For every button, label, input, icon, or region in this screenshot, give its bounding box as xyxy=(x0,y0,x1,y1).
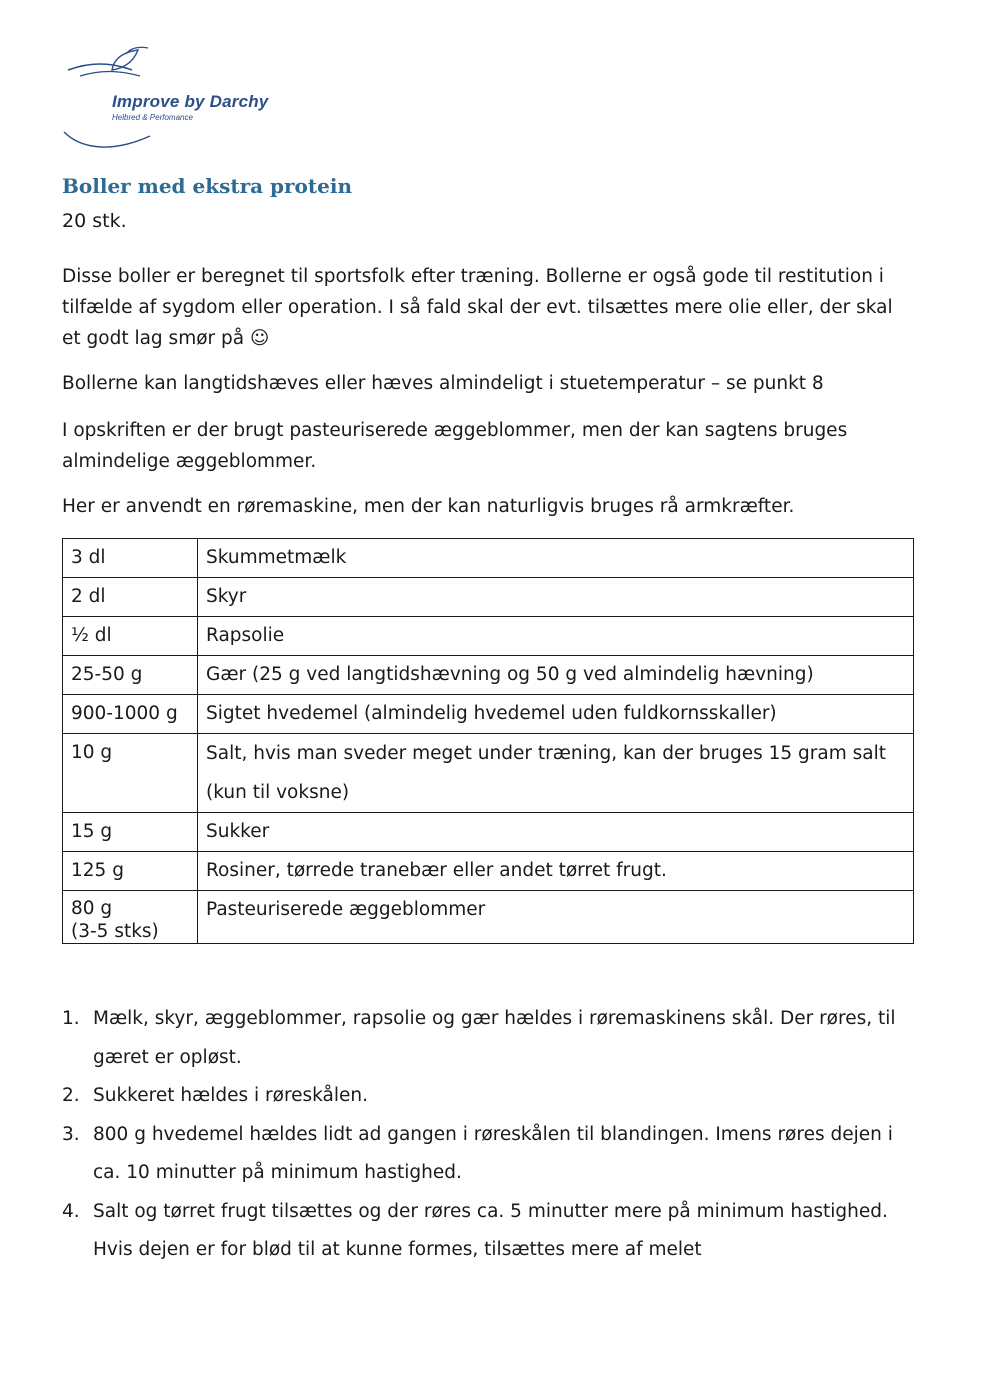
amount-line: 80 g xyxy=(71,898,113,919)
step-number: 1. xyxy=(62,1008,80,1029)
ingredient-amount: 25-50 g xyxy=(63,656,198,695)
list-item xyxy=(62,1077,902,1116)
list-item xyxy=(62,1000,902,1077)
table-row xyxy=(63,656,914,695)
company-logo xyxy=(60,40,320,160)
ingredient-name: Skummetmælk xyxy=(198,539,914,578)
ingredient-amount: 10 g xyxy=(63,734,198,813)
ingredient-name: Sukker xyxy=(198,813,914,852)
logo-tagline: Helbred & Perfomance xyxy=(112,113,193,122)
step-text: Mælk, skyr, æggeblommer, rapsolie og gær hældes i røremaskinens skål. Der røres, til gæret er opløst. xyxy=(93,1008,896,1068)
step-text: Salt og tørret frugt tilsættes og der røres ca. 5 minutter mere på minimum hastighed. Hvis dejen er for blød til at kunne formes, tilsættes mere af melet xyxy=(93,1200,888,1260)
ingredient-name: Rapsolie xyxy=(198,617,914,656)
table-row xyxy=(63,852,914,891)
ingredients-table xyxy=(62,538,914,944)
ingredient-name: Sigtet hvedemel (almindelig hvedemel uden fuldkornsskaller) xyxy=(198,695,914,734)
ingredient-amount: 3 dl xyxy=(63,539,198,578)
ingredient-name: Gær (25 g ved langtidshævning og 50 g ved almindelig hævning) xyxy=(198,656,914,695)
step-number: 2. xyxy=(62,1085,80,1106)
mixer-note-paragraph: Her er anvendt en røremaskine, men der kan naturligvis bruges rå armkræfter. xyxy=(62,496,795,517)
ingredient-amount: 125 g xyxy=(63,852,198,891)
step-text: Sukkeret hældes i røreskålen. xyxy=(93,1085,369,1106)
ingredient-amount: 15 g xyxy=(63,813,198,852)
table-row xyxy=(63,734,914,813)
ingredient-amount: 2 dl xyxy=(63,578,198,617)
table-row xyxy=(63,695,914,734)
ingredient-name: Salt, hvis man sveder meget under træning, kan der bruges 15 gram salt (kun til voksne) xyxy=(198,734,914,813)
table-row xyxy=(63,539,914,578)
list-item xyxy=(62,1193,902,1270)
method-steps xyxy=(62,1000,902,1270)
list-item xyxy=(62,1116,902,1193)
step-text: 800 g hvedemel hældes lidt ad gangen i røreskålen til blandingen. Imens røres dejen i ca. 10 minutter på minimum hastighed. xyxy=(93,1123,893,1183)
egg-note-paragraph: I opskriften er der brugt pasteuriserede æggeblommer, men der kan sagtens bruges almindelige æggeblommer. xyxy=(62,420,848,472)
rising-note-paragraph: Bollerne kan langtidshæves eller hæves almindeligt i stuetemperatur – se punkt 8 xyxy=(62,373,824,394)
ingredient-name: Pasteuriserede æggeblommer xyxy=(198,891,914,944)
ingredient-name: Rosiner, tørrede tranebær eller andet tørret frugt. xyxy=(198,852,914,891)
step-number: 3. xyxy=(62,1123,80,1145)
logo-name: Improve by Darchy xyxy=(112,92,269,111)
intro-paragraph: Disse boller er beregnet til sportsfolk efter træning. Bollerne er også gode til restitution i tilfælde af sygdom eller operation. I så fald skal der evt. tilsættes mere olie eller, der skal et godt lag smør på ☺ xyxy=(62,266,893,349)
amount-line: (3-5 stks) xyxy=(71,921,159,942)
table-row xyxy=(63,891,914,944)
table-row xyxy=(63,578,914,617)
ingredient-name: Skyr xyxy=(198,578,914,617)
ingredient-amount: ½ dl xyxy=(63,617,198,656)
recipe-title: Boller med ekstra protein xyxy=(62,174,352,198)
ingredient-amount xyxy=(63,891,198,944)
table-row xyxy=(63,617,914,656)
ingredient-amount: 900-1000 g xyxy=(63,695,198,734)
table-row xyxy=(63,813,914,852)
step-number: 4. xyxy=(62,1200,80,1222)
recipe-yield: 20 stk. xyxy=(62,210,127,232)
